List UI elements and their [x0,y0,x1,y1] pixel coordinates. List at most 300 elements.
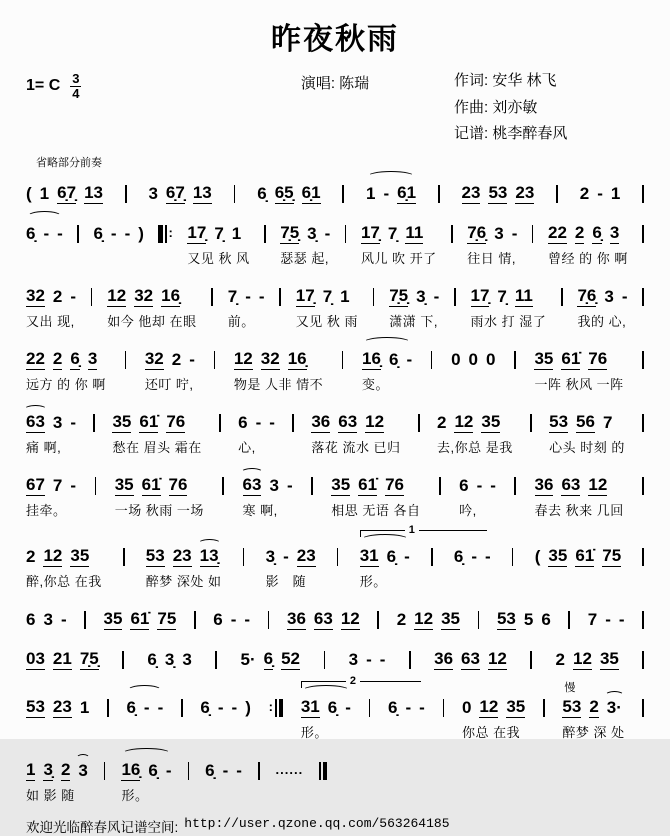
note-token: 3 [348,650,359,670]
note-token: 17̣ [470,286,490,306]
note-token: 3̣ [265,547,276,567]
note-token: - [255,413,262,433]
note-token: 6̣ [453,547,464,567]
lyric-row: 醉,你总 在我 [26,574,102,590]
note-token: 0 [486,350,496,370]
measure [467,222,517,267]
notation-row [462,696,525,718]
barline [514,348,516,370]
lyric-row: 往日 情, [467,251,517,267]
measure [577,285,627,330]
barline [561,285,563,307]
note-token: 12 [573,649,592,669]
measure [26,411,76,456]
barline [438,182,440,204]
note-token: 6̣ [592,223,602,243]
measure [234,348,323,393]
measure [451,348,495,391]
measure [26,608,67,630]
lyric-row: 远方 的 你 啊 [26,377,106,393]
measure [361,222,437,267]
notation-row [126,696,163,718]
score-line [26,636,644,670]
note-token: 12 [454,412,474,432]
note-token: - [244,610,251,630]
lyric-row: 还叮 咛, [144,377,194,393]
note-token: - [511,224,518,244]
note-token: - [165,761,172,781]
note-token: - [43,224,50,244]
score-line [26,462,644,519]
note-token: ( [534,547,541,567]
note-token: 53 [488,183,508,203]
measure [562,682,625,741]
note-token: 3̣ [307,224,317,244]
barline [439,474,441,496]
measure [93,222,143,265]
measure [497,608,551,630]
note-token: 12 [43,546,63,566]
singer-credit: 演唱: 陈瑞 [300,75,370,92]
note-token: 12 [414,609,434,629]
score-line [26,399,644,456]
note-token: 7 [602,413,613,433]
note-token: 12 [233,349,253,369]
notation-row [287,608,360,630]
note-token: 6̣1 [397,183,417,203]
note-token: 76 [166,412,186,432]
note-token: - [231,698,238,718]
note-token: 35 [548,546,568,566]
volta-label: 2 [346,675,360,687]
note-token: 35 [481,412,501,432]
measure [462,182,535,204]
notation-row [454,545,491,567]
note-token: 6̣ [388,698,398,718]
note-token: - [124,224,131,244]
note-token: 6̣7̣ [57,183,77,203]
note-token: 35 [441,609,461,629]
note-token: 1 [610,184,621,204]
composer-credit: 作曲: 刘亦敏 [454,98,538,116]
measure [454,545,491,588]
note-token: - [110,224,117,244]
barline [125,348,127,370]
notation-row [26,759,88,781]
measure [145,348,195,393]
barline [369,696,371,718]
barline [556,182,558,204]
notation-row [331,474,420,496]
note-token: 6̣ [263,649,274,669]
barline [642,222,644,244]
notation-row [467,222,517,244]
notation-row [548,222,628,244]
note-token: 17̣ [295,286,315,306]
measure [276,759,304,802]
note-token: 03 [26,649,45,669]
lyric-row: 吟, [459,503,477,519]
lyric-row: 曾经 的 你 啊 [547,251,628,267]
barline [431,348,433,370]
barline [454,285,456,307]
barline [642,648,644,670]
note-token: 63 [338,412,358,432]
note-token: - [605,610,611,630]
measure [26,182,103,204]
barline [234,182,236,204]
measure [397,608,460,630]
notation-row [26,545,102,567]
measure [147,648,191,670]
measure [26,474,76,519]
barline [478,608,480,630]
barline [122,648,124,670]
barline [219,411,221,433]
notation-row [121,759,171,781]
measure [580,182,621,204]
measure [362,348,412,393]
note-token: - [222,761,229,781]
note-token: 1 [39,184,50,204]
note-token: 7̣5̣ [79,649,99,669]
note-token: 53 [496,609,516,629]
score [26,170,644,804]
note-token: 3̣ [164,650,175,670]
notation-row [389,285,439,307]
note-token: - [70,413,77,433]
notation-row [459,474,496,496]
note-token: 23 [296,546,316,566]
note-token: 3 [78,761,88,781]
notation-row [148,182,211,204]
lyric-row: 又出 现, [26,314,75,330]
note-token: 6 [213,610,223,630]
measure [148,182,211,204]
note-token: 36 [434,649,454,669]
measure [243,474,293,519]
notation-row [471,285,547,307]
barline [181,696,183,718]
notation-row [366,182,416,204]
note-token: - [70,476,77,496]
lyric-row [451,374,495,391]
notation-row [535,545,621,567]
barline [337,545,339,567]
note-token: 35 [331,475,351,495]
notation-row [556,648,619,670]
barline [91,285,93,307]
notation-row [535,474,624,496]
note-token: - [471,547,477,567]
tempo-annotation: 慢 [564,682,576,695]
note-token: 2 [574,223,585,243]
note-token: 61̇ [139,412,159,432]
note-token: 0 [468,350,479,370]
note-token: 7̣5̣ [389,286,409,306]
notation-row [26,608,67,630]
notation-row [26,222,63,244]
lyric-row [200,722,250,739]
barline [530,648,532,670]
barline [258,759,260,781]
barline [530,411,532,433]
note-token: - [286,476,293,496]
note-token: 12 [365,412,385,432]
notation-row [26,411,76,433]
lyric-row: 醉梦 深 处 [562,725,625,741]
score-line [26,676,644,741]
notation-row [107,285,196,307]
note-token: - [484,547,491,567]
lyric-row: 醉梦 深处 如 [145,574,222,590]
note-token: - [57,224,63,244]
note-token: 6̣ [93,224,103,244]
note-token: ...... [275,761,304,777]
barline [642,285,644,307]
lyric-row: 你总 在我 [461,725,521,741]
measure [26,759,88,804]
note-token: - [258,287,265,307]
note-token: 35 [599,649,619,669]
notation-row [360,545,410,567]
note-token: 12 [479,697,499,717]
note-token: 7 [52,476,63,496]
notation-row [26,182,103,204]
note-token: 35 [103,609,123,629]
note-token: ( [26,184,32,204]
note-token: 13̣ [199,546,219,566]
lyric-row: 如 影 随 [26,788,75,804]
notation-row [147,648,191,670]
note-token: - [269,413,275,433]
score-line [26,525,644,590]
time-signature-denominator: 4 [72,85,80,101]
measure [280,222,330,267]
key-signature: 1= C [26,77,61,95]
notation-row [145,348,195,370]
barline [215,648,217,670]
barline [292,411,294,433]
notation-row [301,696,351,718]
notation-row [26,348,106,370]
barline [514,474,516,496]
barline [543,696,545,718]
lyric-row [26,722,89,739]
notation-row [388,696,425,718]
note-token: - [618,610,625,630]
note-token: 32 [26,286,45,306]
note-token: 61̇ [561,349,581,369]
note-token: 2 [52,287,63,307]
note-token: 36 [287,609,306,629]
notation-row [26,285,76,307]
lyric-row: 雨水 打 湿了 [470,314,547,330]
note-token: 1 [26,760,36,780]
notation-row [238,411,275,433]
note-token: 23 [52,697,72,717]
note-token: 16̣ [121,760,141,780]
note-token: 6̣ [200,698,210,718]
notation-row [397,608,460,630]
notation-row [26,696,89,718]
measure [26,545,102,590]
lyric-row: 前。 [227,314,255,330]
note-token: - [143,698,150,718]
measure [200,696,250,739]
notation-row [104,608,177,630]
barline [342,182,344,204]
note-token: 2 [589,697,599,717]
measure [556,648,619,670]
lyric-row: 形。 [300,725,328,741]
note-token: 35 [534,349,554,369]
measure [434,648,507,670]
note-token: - [189,350,195,370]
note-token: 63 [461,649,480,669]
note-token: - [345,698,351,718]
measure [287,608,360,630]
measure [534,348,623,393]
note-token: 23 [172,546,192,566]
lyric-row: 潇潇 下, [389,314,438,330]
note-token: 6̣ [147,650,157,670]
note-token: 2 [60,760,71,780]
lyric-row: 如今 他却 在眼 [107,314,197,330]
score-line [26,210,644,267]
barline [642,545,644,567]
note-token: 22 [26,349,45,369]
note-token: - [476,476,483,496]
note-token: 7̣ [497,287,507,307]
note-token: 12 [107,286,127,306]
lyric-row: 形。 [121,788,149,804]
note-token: 32 [144,349,164,369]
footer [26,816,644,836]
note-token: 13 [84,183,103,203]
note-token: 7 [587,610,598,630]
notation-row [462,182,535,204]
note-token: 75 [602,546,622,566]
note-token: 3 [494,224,504,244]
notation-row [361,222,437,244]
note-token: 6 [238,413,248,433]
note-token: 6 [459,476,469,496]
note-token: 75 [157,609,177,629]
lyric-row [535,571,621,588]
note-token: 2 [396,610,407,630]
measure [257,182,320,204]
note-token: 6̣ [126,698,136,718]
measure [126,696,163,739]
key-time-block [26,68,216,100]
barline [418,411,420,433]
measure [240,648,300,670]
barline [642,474,644,496]
barline [324,648,326,670]
note-token: 3 [609,223,620,243]
measure [471,285,547,330]
note-token: 63 [313,609,333,629]
note-token: 22 [547,223,567,243]
barline [377,608,379,630]
note-token: 1 [366,184,376,204]
lyric-row: 物是 人非 情不 [233,377,324,393]
note-token: 3 [182,650,192,670]
note-token: 12 [588,475,608,495]
notation-row [577,285,627,307]
lyric-row: 心头 时刻 的 [549,440,625,456]
barline [194,608,196,630]
measure [121,759,171,804]
barline [279,285,281,307]
measure [549,411,625,456]
note-token: - [433,287,440,307]
lyric-row: 挂牵。 [26,503,67,519]
notation-row [26,474,76,496]
note-token: 61̇ [130,609,150,629]
note-token: 3̣ [416,287,426,307]
lyric-row: 落花 流水 已归 [311,440,401,456]
note-token: 1 [340,287,350,307]
lyric-row [205,785,242,802]
note-token: 2 [52,349,63,369]
notation-row [497,608,551,630]
measure [205,759,242,802]
notation-row [205,759,242,781]
note-token: 3 [604,287,614,307]
notation-row [115,474,204,496]
lyric-row [276,785,304,802]
note-token: 17̣ [187,223,207,243]
note-token: 1 [79,698,90,718]
score-line [26,336,644,393]
note-token: 3 [87,349,98,369]
note-token: 32 [260,349,280,369]
barline [342,348,344,370]
lyric-row: 寒 啊, [242,503,278,519]
footer-url: http://user.qzone.qq.com/563264185 [184,816,450,832]
note-token: 23 [461,183,481,203]
note-token: 53 [145,546,165,566]
note-token: 3· [606,698,622,718]
notation-row [296,285,358,307]
note-token: 21 [52,649,72,669]
barline [222,474,224,496]
barline [125,182,127,204]
barline [642,348,644,370]
lyric-row: 痛 啊, [26,440,62,456]
note-token: 56 [576,412,595,432]
notation-row [112,411,201,433]
notation-row [266,545,316,567]
note-token: - [324,224,331,244]
measure [437,411,513,456]
note-token: - [404,547,410,567]
barline [84,608,86,630]
lyric-row: 瑟瑟 起, [280,251,329,267]
note-token: 11 [405,223,424,243]
note-token: - [621,287,628,307]
barline [211,285,213,307]
measure [26,348,106,393]
note-token: 3 [148,184,158,204]
time-signature-numerator: 3 [72,71,80,86]
note-token: 3 [52,413,63,433]
measure [588,608,625,630]
notation-row [434,648,507,670]
notation-row [349,648,386,670]
